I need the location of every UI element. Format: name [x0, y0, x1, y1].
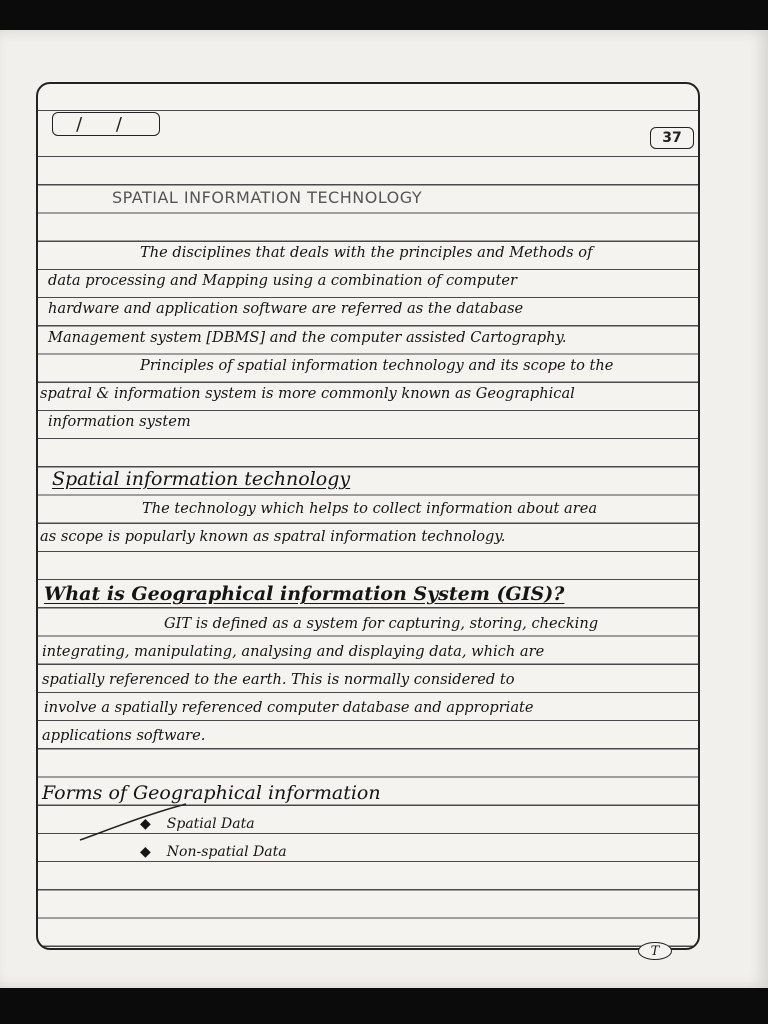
paragraph-line: spatially referenced to the earth. This is normally considered to — [42, 671, 515, 688]
section-heading: Forms of Geographical information — [42, 782, 381, 804]
paragraph-line: hardware and application software are referred as the database — [48, 300, 524, 317]
paragraph-line: spatral & information system is more commonly known as Geographical — [40, 385, 575, 402]
paragraph-line: GIT is defined as a system for capturing, storing, checking — [164, 615, 599, 632]
paragraph-line: Principles of spatial information technology and its scope to the — [140, 357, 614, 374]
paragraph-line: applications software. — [42, 727, 206, 744]
paragraph-line: information system — [48, 413, 191, 430]
paragraph-line: as scope is popularly known as spatral information technology. — [40, 528, 506, 545]
footer-mark: T — [638, 942, 672, 960]
page-title: SPATIAL INFORMATION TECHNOLOGY — [112, 188, 423, 207]
paragraph-line: involve a spatially referenced computer database and appropriate — [44, 699, 534, 716]
paragraph-line: The disciplines that deals with the principles and Methods of — [140, 244, 593, 261]
section-heading: Spatial information technology — [52, 468, 351, 490]
bullet-label: Spatial Data — [166, 816, 255, 832]
section-heading: What is Geographical information System (GIS)? — [44, 583, 565, 605]
paragraph-line: integrating, manipulating, analysing and displaying data, which are — [42, 643, 545, 660]
bullet-label: Non-spatial Data — [166, 844, 287, 860]
bullet-item — [140, 816, 255, 832]
bullet-icon: ◆ — [140, 844, 151, 860]
paragraph-line: The technology which helps to collect information about area — [142, 500, 598, 517]
page-number: 37 — [650, 127, 694, 149]
bullet-icon: ◆ — [140, 816, 151, 832]
paragraph-line: data processing and Mapping using a combination of computer — [48, 272, 518, 289]
bullet-item — [140, 844, 287, 860]
date-box: / / — [52, 112, 160, 136]
paragraph-line: Management system [DBMS] and the computer assisted Cartography. — [48, 329, 567, 346]
